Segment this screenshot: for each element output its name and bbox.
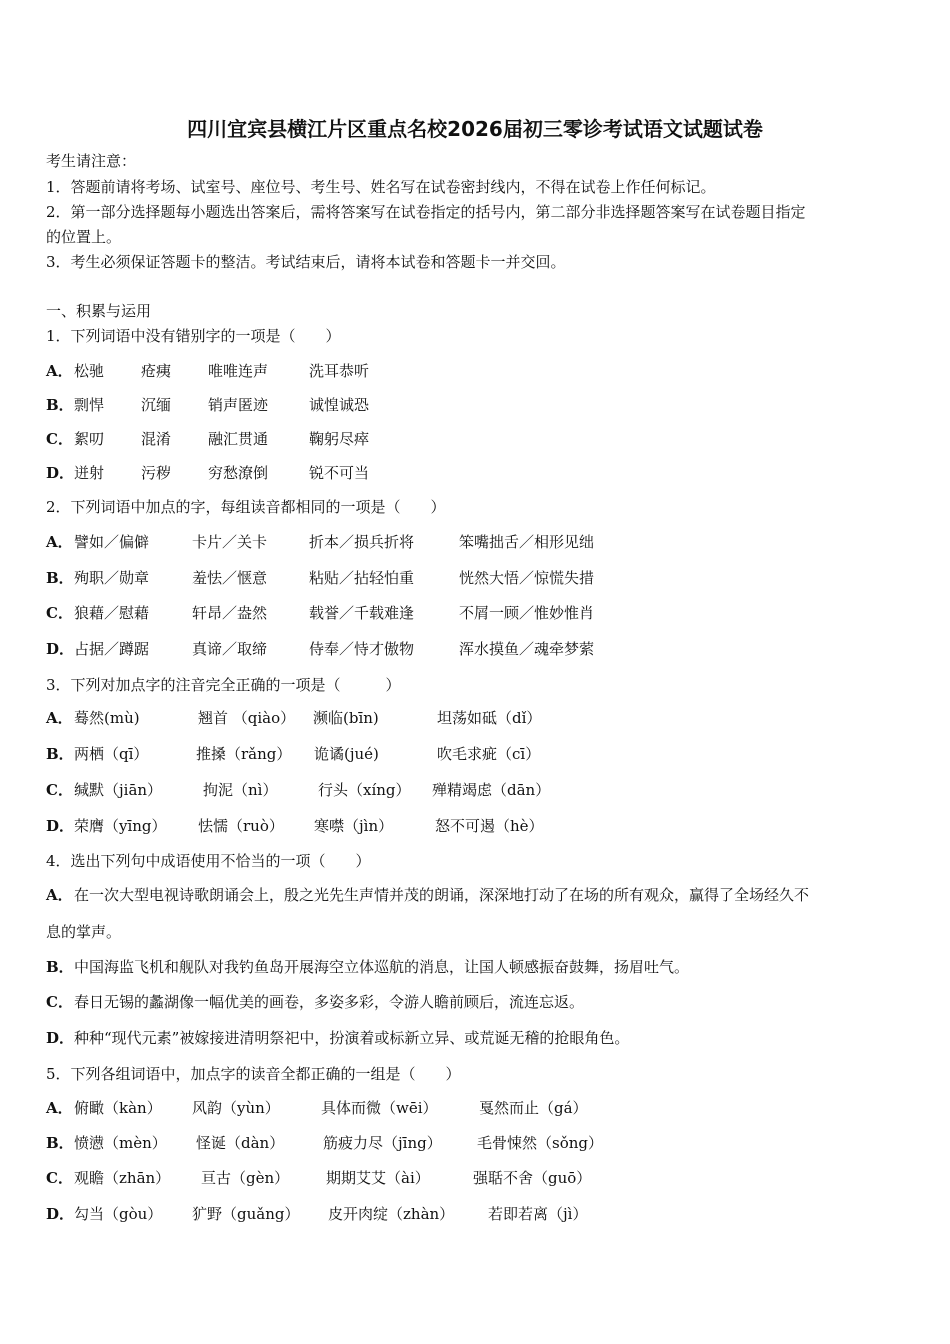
option-text: 春日无锡的蠡湖像一幅优美的画卷，多姿多彩，令游人瞻前顾后，流连忘返。 bbox=[74, 993, 585, 1011]
option-word: 愤懑（mèn） bbox=[74, 1134, 167, 1152]
option-label: C． bbox=[46, 1169, 73, 1187]
option-word: 蓦然(mù) bbox=[74, 709, 140, 727]
notice-item: 1．答题前请将考场、试室号、座位号、考生号、姓名写在试卷密封线内，不得在试卷上作任何标记。 bbox=[46, 178, 716, 196]
option-label: A． bbox=[46, 886, 73, 904]
option-label: D． bbox=[46, 1029, 75, 1047]
question-2-stem: 2．下列词语中加点的字，每组读音都相同的一项是（ ） bbox=[46, 498, 446, 516]
option-label: B． bbox=[46, 958, 74, 976]
option-label: C． bbox=[46, 781, 73, 799]
option-word: 戛然而止（gá） bbox=[479, 1099, 588, 1117]
page-title: 四川宜宾县横江片区重点名校2026届初三零诊考试语文试题试卷 bbox=[187, 117, 763, 141]
option-label: C． bbox=[46, 604, 73, 622]
option-word: 寒噤（jìn） bbox=[314, 817, 394, 835]
option-word: 混淆 bbox=[141, 430, 172, 448]
option-word: 折本／损兵折将 bbox=[309, 533, 415, 551]
option-word: 譬如／偏僻 bbox=[74, 533, 150, 551]
option-word: 俯瞰（kàn） bbox=[74, 1099, 162, 1117]
option-text: 中国海监飞机和舰队对我钓鱼岛开展海空立体巡航的消息，让国人顿感振奋鼓舞，扬眉吐气。 bbox=[74, 958, 690, 976]
option-word: 穷愁潦倒 bbox=[208, 464, 269, 482]
option-word: 勾当（gòu） bbox=[74, 1205, 163, 1223]
option-word: 两栖（qī） bbox=[74, 745, 149, 763]
option-word: 期期艾艾（ài） bbox=[326, 1169, 430, 1187]
option-word: 絮叨 bbox=[74, 430, 105, 448]
question-5-stem: 5．下列各组词语中，加点字的读音全都正确的一组是（ ） bbox=[46, 1065, 461, 1083]
option-word: 销声匿迹 bbox=[208, 396, 269, 414]
option-label: A． bbox=[46, 533, 73, 551]
option-label: C． bbox=[46, 430, 73, 448]
option-text: 种种“现代元素”被嫁接进清明祭祀中，扮演着或标新立异、或荒诞无稽的抢眼角色。 bbox=[74, 1029, 630, 1047]
option-word: 亘古（gèn） bbox=[201, 1169, 290, 1187]
option-word: 松驰 bbox=[74, 362, 105, 380]
option-label: B． bbox=[46, 396, 74, 414]
option-word: 推搡（rǎng） bbox=[196, 745, 292, 763]
option-word: 诚惶诚恐 bbox=[309, 396, 370, 414]
option-word: 疮痍 bbox=[141, 362, 172, 380]
option-word: 卡片／关卡 bbox=[192, 533, 268, 551]
option-word: 皮开肉绽（zhàn） bbox=[328, 1205, 455, 1223]
option-word: 毛骨悚然（sǒng） bbox=[477, 1134, 603, 1152]
option-word: 吹毛求疵（cī） bbox=[437, 745, 541, 763]
option-label: B． bbox=[46, 745, 74, 763]
option-label: D． bbox=[46, 1205, 75, 1223]
option-word: 怒不可遏（hè） bbox=[435, 817, 544, 835]
option-label: A． bbox=[46, 709, 73, 727]
option-word: 笨嘴拙舌／相形见绌 bbox=[459, 533, 595, 551]
option-label: A． bbox=[46, 362, 73, 380]
option-label: C． bbox=[46, 993, 73, 1011]
option-word: 行头（xíng） bbox=[318, 781, 411, 799]
option-word: 翘首 （qiào） bbox=[198, 709, 296, 727]
option-word: 恍然大悟／惊慌失措 bbox=[459, 569, 595, 587]
option-word: 坦荡如砥（dǐ） bbox=[437, 709, 542, 727]
option-word: 强聒不舍（guō） bbox=[473, 1169, 592, 1187]
question-3-stem: 3．下列对加点字的注音完全正确的一项是（ ） bbox=[46, 676, 401, 694]
notice-item: 3．考生必须保证答题卡的整洁。考试结束后，请将本试卷和答题卡一并交回。 bbox=[46, 253, 566, 271]
notice-item: 的位置上。 bbox=[46, 228, 122, 246]
option-word: 缄默（jiān） bbox=[74, 781, 163, 799]
option-word: 浑水摸鱼／魂牵梦萦 bbox=[459, 640, 595, 658]
option-word: 怯懦（ruò） bbox=[198, 817, 284, 835]
option-label: D． bbox=[46, 640, 75, 658]
option-word: 濒临(bīn) bbox=[313, 709, 379, 727]
option-word: 拘泥（nì） bbox=[203, 781, 278, 799]
option-word: 犷野（guǎng） bbox=[192, 1205, 300, 1223]
option-word: 若即若离（jì） bbox=[488, 1205, 588, 1223]
option-word: 占据／蹲踞 bbox=[74, 640, 150, 658]
option-word: 殉职／勋章 bbox=[74, 569, 150, 587]
option-word: 不屑一顾／惟妙惟肖 bbox=[459, 604, 595, 622]
question-1-stem: 1．下列词语中没有错别字的一项是（ ） bbox=[46, 327, 341, 345]
option-word: 鞠躬尽瘁 bbox=[309, 430, 370, 448]
option-word: 怪诞（dàn） bbox=[196, 1134, 285, 1152]
option-word: 具体而微（wēi） bbox=[321, 1099, 438, 1117]
question-4-stem: 4．选出下列句中成语使用不恰当的一项（ ） bbox=[46, 852, 371, 870]
option-word: 风韵（yùn） bbox=[192, 1099, 280, 1117]
option-word: 剽悍 bbox=[74, 396, 105, 414]
notice-item: 2．第一部分选择题每小题选出答案后，需将答案写在试卷指定的括号内，第二部分非选择题答案写在试卷题目指定 bbox=[46, 203, 806, 221]
option-word: 侍奉／恃才傲物 bbox=[309, 640, 415, 658]
option-word: 轩昂／盎然 bbox=[192, 604, 268, 622]
option-label: A． bbox=[46, 1099, 73, 1117]
option-word: 唯唯连声 bbox=[208, 362, 269, 380]
option-label: D． bbox=[46, 464, 75, 482]
option-word: 羞怯／惬意 bbox=[192, 569, 268, 587]
option-word: 筋疲力尽（jīng） bbox=[323, 1134, 442, 1152]
option-word: 污秽 bbox=[141, 464, 172, 482]
section-heading: 一、积累与运用 bbox=[46, 302, 152, 320]
option-text: 在一次大型电视诗歌朗诵会上，殷之光先生声情并茂的朗诵，深深地打动了在场的所有观众，赢得了全场经久不 bbox=[74, 886, 810, 904]
option-word: 载誉／千载难逢 bbox=[309, 604, 415, 622]
notice-heading: 考生请注意： bbox=[46, 152, 137, 170]
option-word: 洗耳恭听 bbox=[309, 362, 370, 380]
option-label: D． bbox=[46, 817, 75, 835]
option-word: 诡谲(jué) bbox=[314, 745, 379, 763]
option-word: 观瞻（zhān） bbox=[74, 1169, 171, 1187]
option-word: 狼藉／慰藉 bbox=[74, 604, 150, 622]
option-label: B． bbox=[46, 569, 74, 587]
option-word: 真谛／取缔 bbox=[192, 640, 268, 658]
option-word: 沉缅 bbox=[141, 396, 172, 414]
option-label: B． bbox=[46, 1134, 74, 1152]
option-word: 粘贴／拈轻怕重 bbox=[309, 569, 415, 587]
option-word: 殚精竭虑（dān） bbox=[432, 781, 551, 799]
option-text-continued: 息的掌声。 bbox=[46, 923, 122, 941]
option-word: 融汇贯通 bbox=[208, 430, 269, 448]
option-word: 锐不可当 bbox=[309, 464, 370, 482]
option-word: 荣膺（yīng） bbox=[74, 817, 167, 835]
option-word: 迸射 bbox=[74, 464, 105, 482]
